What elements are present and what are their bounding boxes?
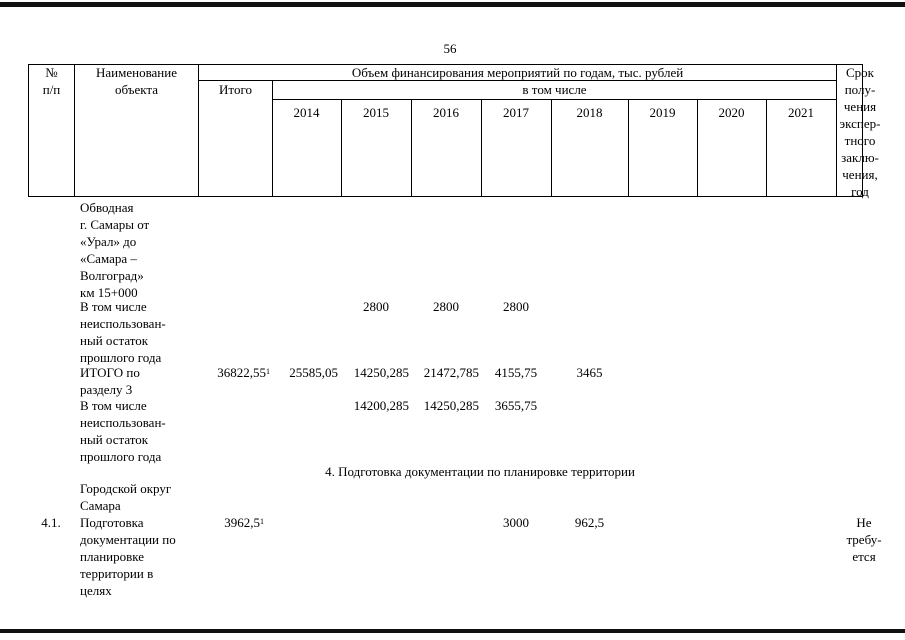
- row-value: 3000: [503, 515, 529, 530]
- row-total-footnote: 1: [266, 367, 270, 376]
- row-value: 14200,285: [353, 398, 409, 413]
- year-header: 2016: [433, 105, 459, 120]
- row-term: Не требу- ется: [846, 515, 882, 564]
- row-name: ИТОГО по разделу 3: [80, 365, 140, 397]
- row-value: 2800: [363, 299, 389, 314]
- page-number: 56: [443, 41, 457, 56]
- row-name: Городской округ Самара: [80, 481, 172, 513]
- col-total-header: Итого: [219, 82, 252, 97]
- row-value: 2800: [503, 299, 529, 314]
- year-header: 2014: [293, 105, 320, 120]
- bottom-rule: [0, 629, 905, 633]
- col-no-header: № п/п: [42, 65, 61, 97]
- header-line-3: [272, 99, 836, 100]
- col-name-header: Наименование объекта: [96, 65, 177, 97]
- year-header: 2018: [576, 105, 603, 120]
- row-number: 4.1.: [41, 515, 61, 530]
- row-total-footnote: 1: [260, 517, 264, 526]
- row-total: [198, 514, 264, 531]
- row-value: 2800: [433, 299, 459, 314]
- year-header: 2019: [649, 105, 676, 120]
- row-name: Подготовка документации по планировке территории в целях: [80, 515, 176, 598]
- row-value: 21472,785: [423, 365, 479, 380]
- row-total-value: 36822,55: [217, 365, 266, 380]
- row-value: 25585,05: [289, 365, 338, 380]
- row-name: В том числе неиспользован- ный остаток прошлого года: [80, 398, 166, 464]
- year-header: 2020: [718, 105, 745, 120]
- row-value: 4155,75: [494, 365, 538, 380]
- row-value: 3465: [576, 365, 603, 380]
- year-header: 2021: [788, 105, 814, 120]
- year-header: 2015: [363, 105, 389, 120]
- section-title: 4. Подготовка документации по планировке территории: [325, 464, 635, 479]
- row-value: 3655,75: [494, 398, 538, 413]
- year-header: 2017: [503, 105, 529, 120]
- header-bottom-border: [28, 196, 862, 197]
- top-rule: [0, 2, 905, 7]
- row-value: 962,5: [574, 515, 605, 530]
- row-name: Обводная г. Самары от «Урал» до «Самара – Волгоград» км 15+000: [80, 200, 150, 300]
- col-term-header: Срок полу- чения экспер- тного заклю- чения, год: [839, 65, 881, 199]
- col-including-header: в том числе: [522, 82, 587, 97]
- row-value: 14250,285: [423, 398, 479, 413]
- col-volume-header: Объем финансирования мероприятий по годам, тыс. рублей: [351, 65, 684, 80]
- row-name: В том числе неиспользован- ный остаток прошлого года: [80, 299, 166, 365]
- row-value: 14250,285: [353, 365, 409, 380]
- row-total: [198, 364, 270, 381]
- row-total-value: 3962,5: [224, 515, 260, 530]
